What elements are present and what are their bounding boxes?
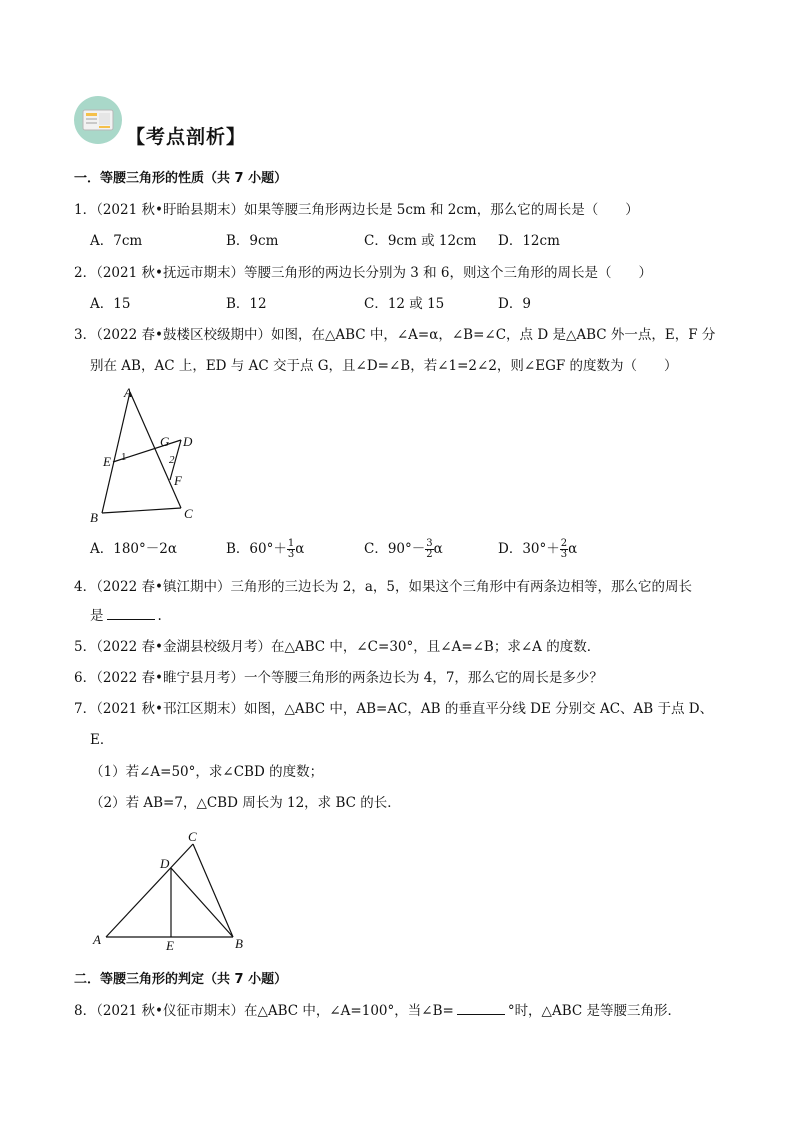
question-7-subquestion-2: （2）若 AB=7，△CBD 周长为 12，求 BC 的长． xyxy=(90,795,401,811)
q3-option-c[interactable] xyxy=(364,539,443,560)
q3-figure xyxy=(80,380,210,530)
q3-option-d-numerator: 2 xyxy=(560,538,568,549)
question-2-text: 2．（2021 秋•抚远市期末）等腰三角形的两边长分别为 3 和 6，则这个三角形的周长是（ ） xyxy=(74,265,653,281)
question-1-text: 1．（2021 秋•盱眙县期末）如果等腰三角形两边长是 5cm 和 2cm，那么它的周长是（ ） xyxy=(74,202,639,218)
q7-label-d: D xyxy=(160,856,170,871)
question-3-line-1: 3．（2022 春•鼓楼区校级期中）如图，在△ABC 中，∠A=α，∠B=∠C，点 D 是△ABC 外一点，E，F 分 xyxy=(74,327,716,343)
q3-option-a[interactable]: A．180°－2α xyxy=(90,541,177,557)
q3-option-d-suffix: α xyxy=(568,541,578,557)
question-7-subquestion-1: （1）若∠A=50°，求∠CBD 的度数； xyxy=(90,764,324,780)
q2-option-d[interactable]: D．9 xyxy=(498,296,531,312)
q1-option-d[interactable]: D．12cm xyxy=(498,233,560,249)
question-5-text: 5．（2022 春•金湖县校级月考）在△ABC 中，∠C=30°，且∠A=∠B；求∠A 的度数． xyxy=(74,639,601,655)
q7-segment-cb xyxy=(193,844,233,937)
q3-option-d[interactable] xyxy=(498,539,577,560)
q3-option-b-prefix: B．60°＋ xyxy=(226,541,287,557)
q2-option-a[interactable]: A．15 xyxy=(90,296,131,312)
q3-option-b[interactable] xyxy=(226,539,304,560)
q7-label-c: C xyxy=(188,829,197,844)
q2-option-c[interactable]: C．12 或 15 xyxy=(364,296,445,312)
q3-option-d-prefix: D．30°＋ xyxy=(498,541,560,557)
q1-option-b[interactable]: B．9cm xyxy=(226,233,279,249)
question-4-line-1: 4．（2022 春•镇江期中）三角形的三边长为 2，a，5，如果这个三角形中有两条边相等，那么它的周长 xyxy=(74,579,692,595)
q4-line-2-prefix: 是 xyxy=(90,608,104,624)
q3-option-d-denominator: 3 xyxy=(560,549,568,560)
page-title: 【考点剖析】 xyxy=(126,126,247,148)
q1-option-c[interactable]: C．9cm 或 12cm xyxy=(364,233,477,249)
question-8-text xyxy=(74,1001,681,1021)
question-6-text: 6．（2022 春•睢宁县月考）一个等腰三角形的两条边长为 4，7，那么它的周长是多少？ xyxy=(74,670,603,686)
q7-label-e: E xyxy=(166,938,174,953)
q3-option-b-denominator: 3 xyxy=(287,549,295,560)
section-2-title: 二．等腰三角形的判定（共 7 小题） xyxy=(74,972,288,987)
q7-label-b: B xyxy=(235,936,243,951)
q3-label-angle-1: 1 xyxy=(121,451,127,463)
q3-label-c: C xyxy=(184,506,193,521)
q3-label-f: F xyxy=(174,473,182,488)
q3-option-c-suffix: α xyxy=(433,541,443,557)
q3-label-angle-2: 2 xyxy=(169,454,175,466)
q4-line-2-suffix: . xyxy=(157,608,162,624)
q3-option-c-prefix: C．90°－ xyxy=(364,541,426,557)
q3-option-b-suffix: α xyxy=(295,541,305,557)
q3-label-b: B xyxy=(90,510,98,525)
notebook-icon xyxy=(74,96,122,144)
q3-option-b-fraction xyxy=(287,539,295,560)
q8-suffix: °时，△ABC 是等腰三角形． xyxy=(507,1003,681,1019)
q3-option-c-numerator: 3 xyxy=(426,538,433,549)
question-7-line-1: 7．（2021 秋•邗江区期末）如图，△ABC 中，AB=AC，AB 的垂直平分线 DE 分别交 AC、AB 于点 D、 xyxy=(74,701,714,717)
q3-option-b-numerator: 1 xyxy=(287,538,295,549)
q7-segment-db xyxy=(171,868,233,937)
q1-option-a[interactable]: A．7cm xyxy=(90,233,143,249)
q3-segment-bc xyxy=(102,508,181,513)
question-7-line-2: E． xyxy=(90,732,114,748)
q3-label-e: E xyxy=(103,454,111,469)
q4-answer-blank[interactable] xyxy=(107,606,155,620)
question-3-line-2: 别在 AB，AC 上，ED 与 AC 交于点 G，且∠D=∠B，若∠1=2∠2，则∠EGF 的度数为（ ） xyxy=(90,358,678,374)
q3-option-c-fraction xyxy=(425,539,433,560)
q7-segment-ac xyxy=(106,844,193,937)
question-4-line-2 xyxy=(90,606,162,626)
q2-option-b[interactable]: B．12 xyxy=(226,296,267,312)
q3-option-c-denominator: 2 xyxy=(426,549,433,560)
q8-prefix: 8．（2021 秋•仪征市期末）在△ABC 中，∠A=100°，当∠B= xyxy=(74,1003,454,1019)
q7-label-a: A xyxy=(93,932,101,947)
q3-label-a: A xyxy=(124,385,132,400)
q3-option-d-fraction xyxy=(560,539,568,560)
q3-label-g: G xyxy=(160,434,170,449)
q3-label-d: D xyxy=(183,434,193,449)
section-1-title: 一．等腰三角形的性质（共 7 小题） xyxy=(74,171,288,186)
q8-answer-blank[interactable] xyxy=(457,1001,505,1015)
q7-figure xyxy=(88,826,258,956)
q3-segment-ac xyxy=(130,392,181,508)
